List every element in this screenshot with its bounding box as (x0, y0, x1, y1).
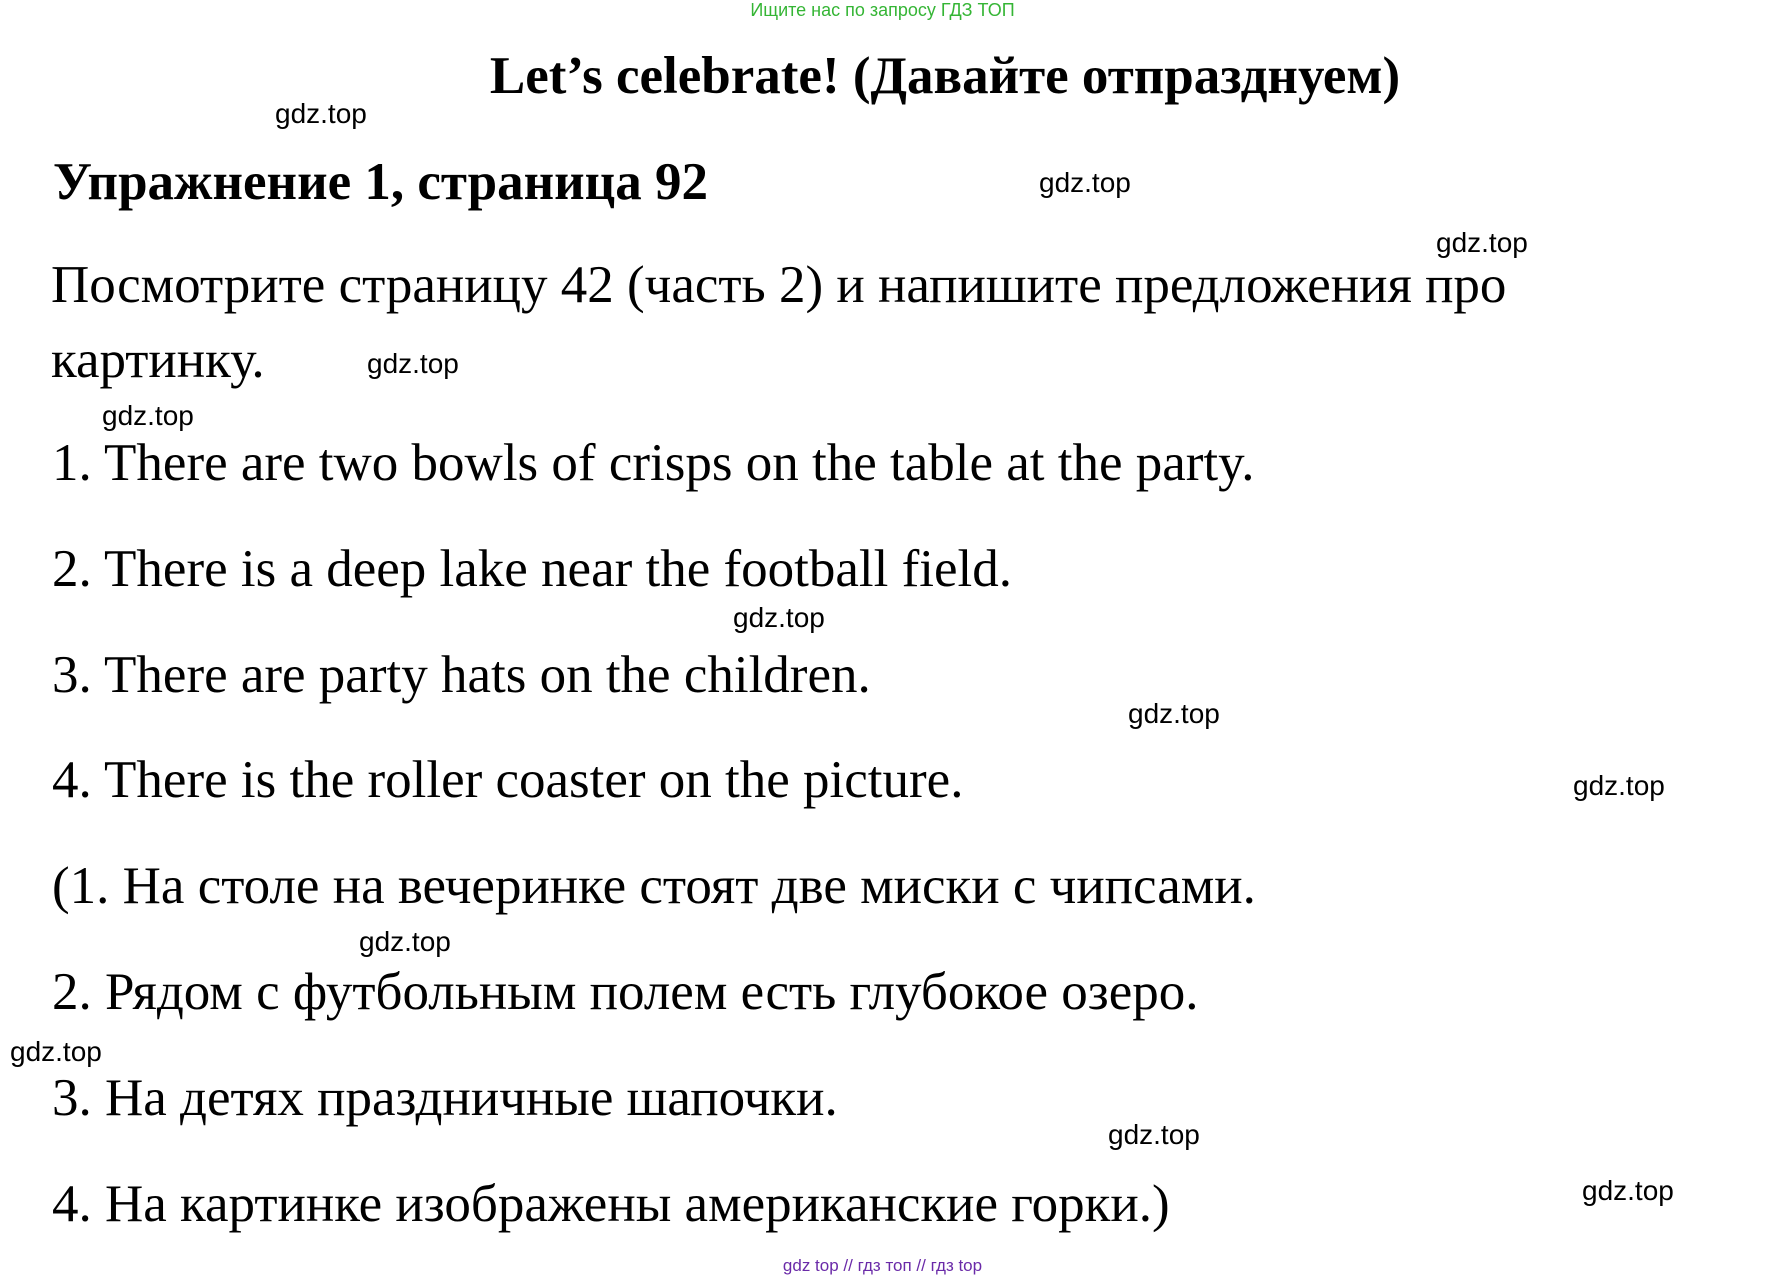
watermark: gdz.top (275, 98, 367, 129)
russian-sentence: 4. На картинке изображены американские горки.) (52, 1175, 1170, 1233)
watermark: gdz.top (102, 400, 194, 431)
english-sentence: 3. There are party hats on the children. (52, 646, 871, 704)
top-note: Ищите нас по запросу ГДЗ ТОП (750, 0, 1015, 20)
page-title: Let’s celebrate! (Давайте отпразднуем) (489, 47, 1401, 105)
english-sentence: 2. There is a deep lake near the football field. (52, 540, 1012, 598)
watermark: gdz.top (1128, 698, 1220, 729)
watermark: gdz.top (359, 926, 451, 957)
english-sentence: 4. There is the roller coaster on the picture. (52, 751, 964, 809)
watermark: gdz.top (1573, 770, 1665, 801)
russian-sentence: 2. Рядом с футбольным полем есть глубокое озеро. (52, 963, 1199, 1021)
watermark: gdz.top (1108, 1119, 1200, 1150)
russian-sentence: (1. На столе на вечеринке стоят две миски с чипсами. (52, 857, 1256, 915)
task-line-2: картинку. (51, 331, 265, 389)
watermark: gdz.top (1436, 227, 1528, 258)
english-sentence: 1. There are two bowls of crisps on the table at the party. (52, 434, 1255, 492)
watermark: gdz.top (1039, 167, 1131, 198)
russian-sentence: 3. На детях праздничные шапочки. (52, 1069, 838, 1127)
watermark: gdz.top (1582, 1175, 1674, 1206)
watermark: gdz.top (733, 602, 825, 633)
exercise-heading: Упражнение 1, страница 92 (53, 153, 708, 211)
watermark: gdz.top (10, 1036, 102, 1067)
footer-note: gdz top // гдз топ // гдз top (782, 1256, 983, 1275)
watermark: gdz.top (367, 348, 459, 379)
task-line-1: Посмотрите страницу 42 (часть 2) и напишите предложения про (51, 256, 1507, 314)
